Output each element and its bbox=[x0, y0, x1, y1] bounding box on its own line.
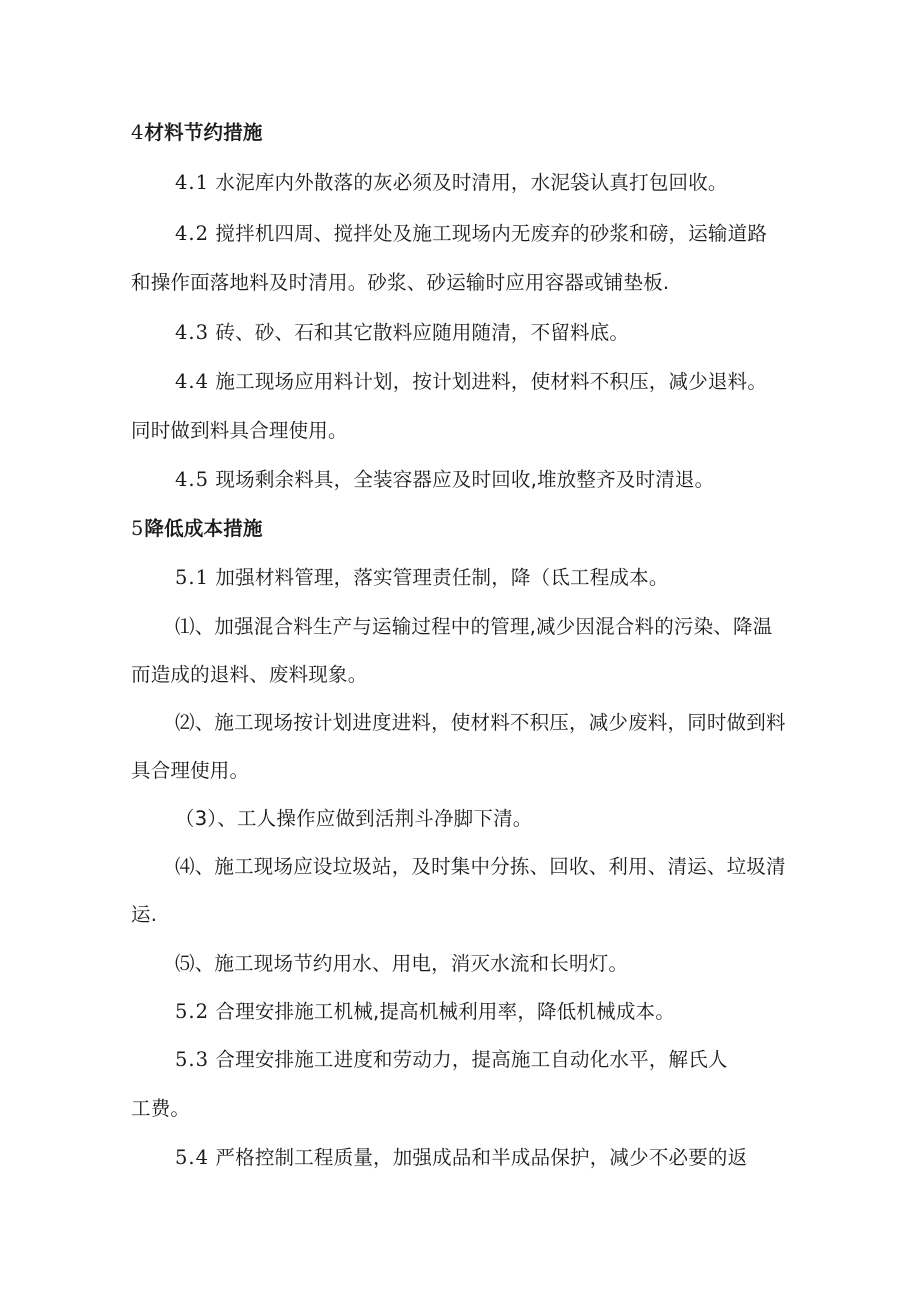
section-4-title: 材料节约措施 bbox=[144, 121, 263, 144]
item-5-3-continuation: 工费。 bbox=[131, 1097, 191, 1120]
item-4-5 bbox=[175, 467, 714, 493]
item-5-4 bbox=[175, 1145, 747, 1171]
item-4-2-continuation: 和操作面落地料及时清用。砂浆、砂运输时应用容器或铺垫板. bbox=[131, 271, 670, 294]
item-4-5-text: 现场剩余料具，全装容器应及时回收,堆放整齐及时清退。 bbox=[215, 468, 715, 491]
subitem-1-marker: ⑴、 bbox=[175, 615, 215, 638]
item-5-2-text: 合理安排施工机械,提高机械利用率，降低机械成本。 bbox=[215, 1000, 675, 1023]
item-5-3-number: 5.3 bbox=[175, 1048, 210, 1071]
item-4-4-text: 施工现场应用料计划，按计划进料，使材料不积压，减少退料。 bbox=[215, 370, 768, 393]
subitem-3-text: 工人操作应做到活荆斗净脚下清。 bbox=[236, 807, 533, 830]
item-5-4-number: 5.4 bbox=[175, 1146, 210, 1169]
item-5-3-text: 合理安排施工进度和劳动力，提高施工自动化水平，解氏人 bbox=[215, 1048, 728, 1071]
section-5-number: 5 bbox=[131, 517, 145, 540]
item-4-5-number: 4.5 bbox=[175, 468, 210, 491]
item-4-2-text: 搅拌机四周、搅拌处及施工现场内无废弃的砂浆和磅，运输道路 bbox=[215, 222, 768, 245]
item-4-3-number: 4.3 bbox=[175, 321, 210, 344]
section-4-number: 4 bbox=[131, 121, 145, 144]
item-4-1 bbox=[175, 170, 728, 196]
subitem-4-marker: ⑷、 bbox=[175, 855, 215, 878]
item-4-2-number: 4.2 bbox=[175, 222, 210, 245]
subitem-2 bbox=[175, 710, 786, 736]
item-4-4-number: 4.4 bbox=[175, 370, 210, 393]
subitem-1-text: 加强混合料生产与运输过程中的管理,减少因混合料的污染、降温 bbox=[214, 615, 773, 638]
item-4-1-text: 水泥库内外散落的灰必须及时清用，水泥袋认真打包回收。 bbox=[215, 171, 728, 194]
subitem-2-continuation: 具合理使用。 bbox=[131, 759, 250, 782]
item-5-1 bbox=[175, 565, 669, 591]
subitem-5 bbox=[175, 951, 628, 977]
section-5-title: 降低成本措施 bbox=[144, 517, 263, 540]
item-4-3-text: 砖、砂、石和其它散料应随用随清，不留料底。 bbox=[215, 321, 630, 344]
item-5-1-number: 5.1 bbox=[175, 566, 210, 589]
subitem-3 bbox=[175, 806, 532, 832]
subitem-3-marker: （3）、 bbox=[175, 807, 237, 830]
subitem-1 bbox=[175, 614, 772, 640]
item-4-4-continuation: 同时做到料具合理使用。 bbox=[131, 419, 348, 442]
item-5-2 bbox=[175, 999, 675, 1025]
subitem-2-text: 施工现场按计划进度进料，使材料不积压，减少废料，同时做到料 bbox=[214, 711, 786, 734]
section-4-heading bbox=[131, 120, 263, 146]
subitem-4-continuation: 运. bbox=[131, 903, 158, 926]
subitem-5-marker: ⑸、 bbox=[175, 952, 215, 975]
subitem-4 bbox=[175, 854, 786, 880]
subitem-1-continuation: 而造成的退料、废料现象。 bbox=[131, 663, 368, 686]
item-5-2-number: 5.2 bbox=[175, 1000, 210, 1023]
section-5-heading bbox=[131, 516, 263, 542]
item-5-4-text: 严格控制工程质量，加强成品和半成品保护，减少不必要的返 bbox=[215, 1146, 748, 1169]
item-5-3 bbox=[175, 1047, 728, 1073]
item-4-4 bbox=[175, 369, 767, 395]
item-5-1-text: 加强材料管理，落实管理责任制，降（氐工程成本。 bbox=[215, 566, 669, 589]
subitem-4-text: 施工现场应设垃圾站，及时集中分拣、回收、利用、清运、垃圾清 bbox=[214, 855, 786, 878]
item-4-3 bbox=[175, 320, 629, 346]
item-4-2 bbox=[175, 221, 767, 247]
subitem-5-text: 施工现场节约用水、用电，消灭水流和长明灯。 bbox=[214, 952, 629, 975]
item-4-1-number: 4.1 bbox=[175, 171, 210, 194]
subitem-2-marker: ⑵、 bbox=[175, 711, 215, 734]
